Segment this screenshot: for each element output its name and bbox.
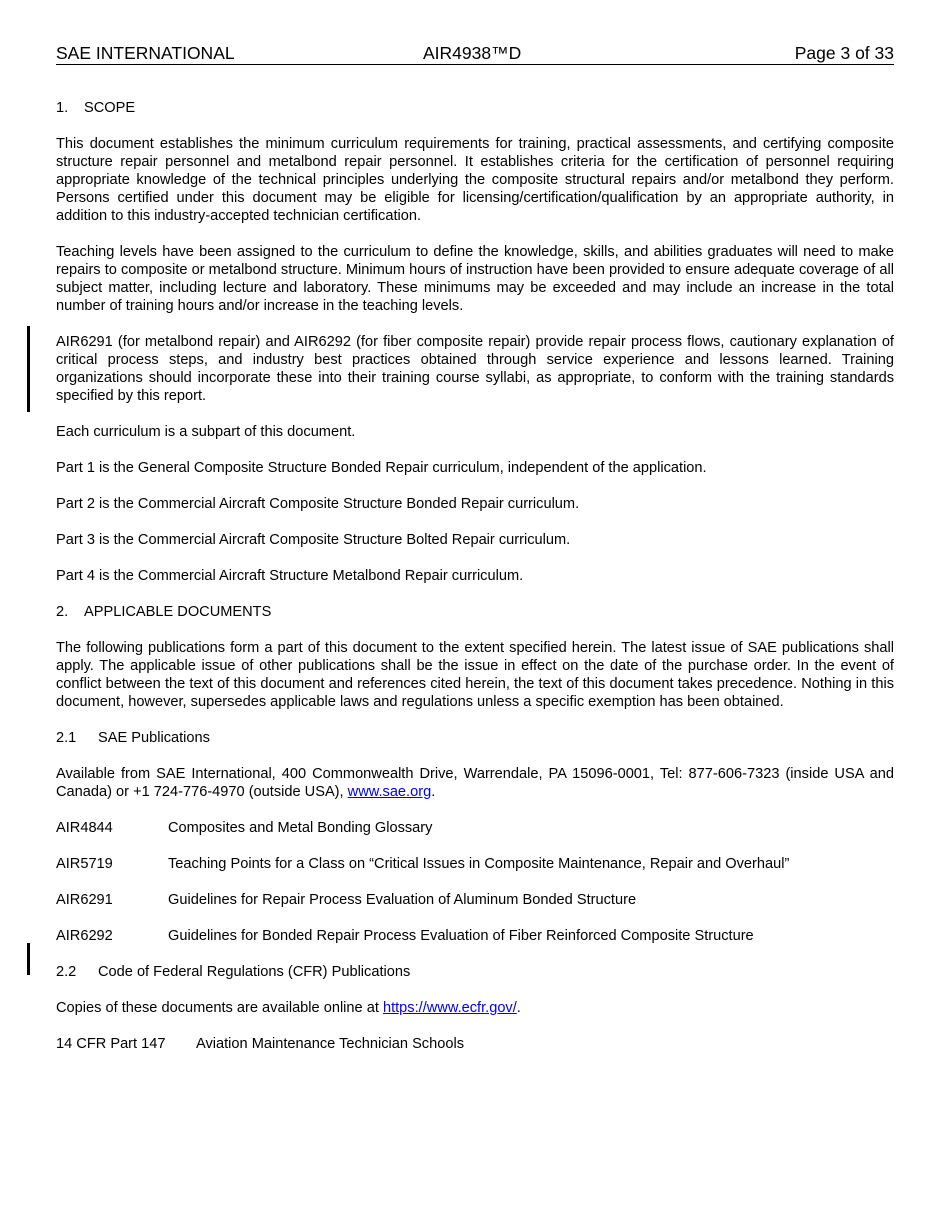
change-bar — [27, 943, 30, 975]
scope-paragraph-6: Part 2 is the Commercial Aircraft Composite Structure Bonded Repair curriculum. — [56, 496, 580, 512]
scope-paragraph-3: AIR6291 (for metalbond repair) and AIR6292 (for fiber composite repair) provide repair process flows, cautionary explanation of critical process steps, and industry best practices obtained through service experience and lessons learned. Training organizations should incorporate these into their training course syllabi, as appropriate, to conform with the training standards specified by this report. — [56, 334, 894, 404]
section-2-heading — [56, 603, 894, 621]
availability-text: Available from SAE International, 400 Commonwealth Drive, Warrendale, PA 15096-0001, Tel: 877-606-7323 (inside USA and Canada) or +1 724-776-4970 (outside USA), — [56, 766, 894, 800]
reference-code: AIR6291 — [56, 892, 113, 908]
cfr-availability — [56, 999, 894, 1017]
document-page — [56, 42, 894, 1053]
header-org: SAE INTERNATIONAL — [56, 43, 235, 63]
reference-code: AIR6292 — [56, 928, 113, 944]
reference-title: Teaching Points for a Class on “Critical Issues in Composite Maintenance, Repair and Overhaul” — [168, 856, 790, 872]
change-bar — [27, 326, 30, 412]
reference-title: Composites and Metal Bonding Glossary — [168, 820, 433, 836]
reference-code: AIR4844 — [56, 820, 113, 836]
scope-paragraph-2: Teaching levels have been assigned to the curriculum to define the knowledge, skills, and abilities graduates will need to make repairs to composite or metalbond structure. Minimum hours of instruction have been provided to ensure adequate coverage of all subject matter, including lecture and laboratory. These minimums may be exceeded and may include an increase in the total number of training hours and/or increase in the teaching levels. — [56, 244, 894, 314]
section-1-heading — [56, 99, 894, 117]
reference-code: AIR5719 — [56, 856, 113, 872]
section-title: SAE Publications — [98, 730, 210, 746]
page-header — [56, 42, 894, 65]
reference-row — [56, 855, 894, 873]
reference-title: Guidelines for Repair Process Evaluation of Aluminum Bonded Structure — [168, 892, 637, 908]
reference-title: Aviation Maintenance Technician Schools — [196, 1036, 464, 1052]
section-number: 2.1 — [56, 730, 77, 746]
link-suffix: . — [431, 784, 436, 800]
section-title: SCOPE — [84, 100, 136, 116]
sae-website-link[interactable]: www.sae.org — [347, 784, 432, 800]
applicable-documents-intro: The following publications form a part of this document to the extent specified herein. The latest issue of SAE publications shall apply. The applicable issue of other publications shall be the issue in effect on the date of the purchase order. In the event of conflict between the text of this document and references cited herein, the text of this document takes precedence. Nothing in this document, however, supersedes applicable laws and regulations unless a specific exemption has been obtained. — [56, 640, 894, 710]
reference-code: 14 CFR Part 147 — [56, 1036, 166, 1052]
reference-row — [56, 891, 894, 909]
section-number: 2.2 — [56, 964, 77, 980]
section-2-1-heading — [56, 729, 894, 747]
header-page-number: Page 3 of 33 — [794, 43, 894, 63]
section-title: APPLICABLE DOCUMENTS — [84, 604, 272, 620]
reference-row — [56, 1035, 894, 1053]
reference-title: Guidelines for Bonded Repair Process Evaluation of Fiber Reinforced Composite Structure — [168, 928, 754, 944]
scope-paragraph-5: Part 1 is the General Composite Structure Bonded Repair curriculum, independent of the application. — [56, 460, 707, 476]
header-doc-number: AIR4938™D — [423, 43, 522, 63]
ecfr-website-link[interactable]: https://www.ecfr.gov/ — [382, 1000, 517, 1016]
scope-paragraph-1: This document establishes the minimum curriculum requirements for training, practical assessments, and certifying composite structure repair personnel and metalbond repair personnel. It establishes criteria for the certification of personnel requiring appropriate knowledge of the technical principles underlying the composite structural repairs and/or metalbond they perform. Persons certified under this document may be eligible for licensing/certification/qualification by an appropriate authority, in addition to this industry-accepted technician certification. — [56, 136, 894, 224]
availability-text: Copies of these documents are available online at — [56, 1000, 379, 1016]
section-2-2-heading — [56, 963, 894, 981]
section-number: 1. — [56, 100, 69, 116]
scope-paragraph-7: Part 3 is the Commercial Aircraft Composite Structure Bolted Repair curriculum. — [56, 532, 571, 548]
scope-paragraph-4: Each curriculum is a subpart of this document. — [56, 424, 356, 440]
section-number: 2. — [56, 604, 69, 620]
reference-row — [56, 927, 894, 945]
reference-row — [56, 819, 894, 837]
section-title: Code of Federal Regulations (CFR) Publications — [98, 964, 411, 980]
link-suffix: . — [516, 1000, 521, 1016]
scope-paragraph-8: Part 4 is the Commercial Aircraft Structure Metalbond Repair curriculum. — [56, 568, 524, 584]
sae-availability — [56, 765, 894, 801]
